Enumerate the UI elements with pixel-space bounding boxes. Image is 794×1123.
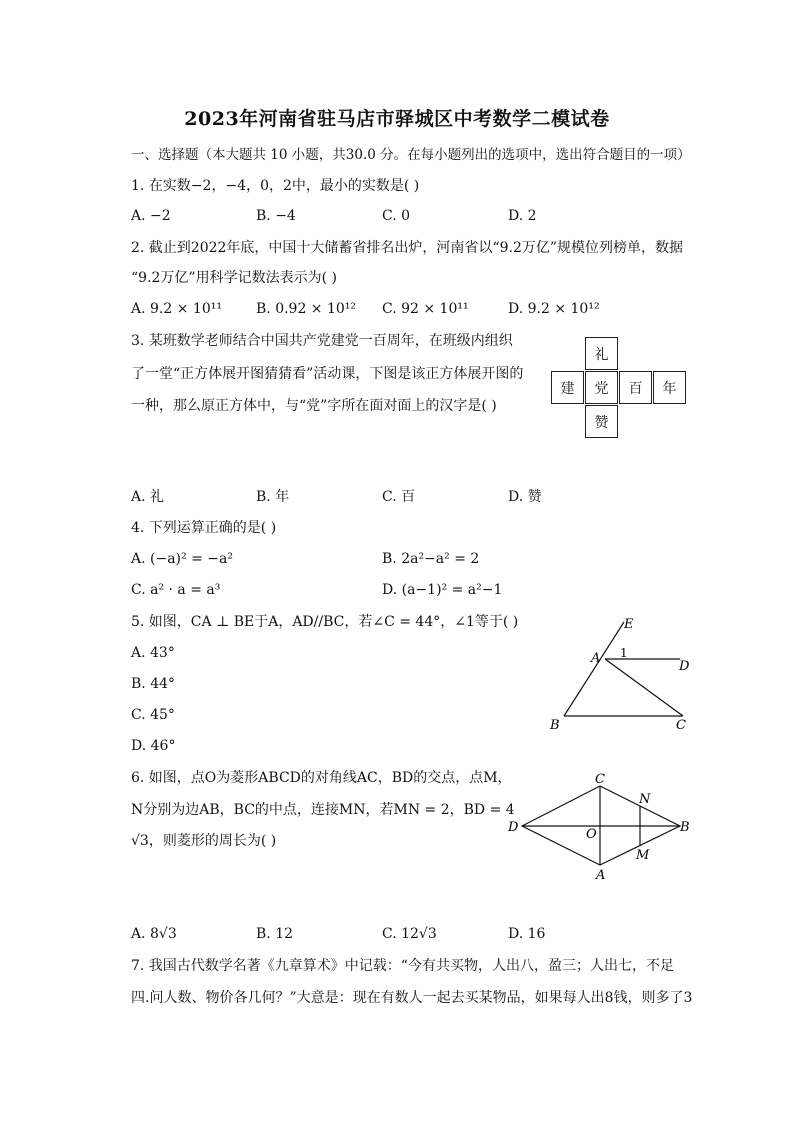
label-a: A xyxy=(596,868,606,883)
label-e: E xyxy=(624,617,634,632)
q6-option-a: A. 8√3 xyxy=(131,926,177,942)
q3-option-c: C. 百 xyxy=(382,489,416,505)
label-m: M xyxy=(636,848,650,863)
q5-option-b: B. 44° xyxy=(131,676,176,692)
question-5-stem: 5. 如图，CA ⊥ BE于A，AD//BC，若∠C = 44°，∠1等于( ) xyxy=(131,614,519,630)
label-c: C xyxy=(595,772,605,787)
q1-option-b: B. −4 xyxy=(256,208,296,224)
question-2-stem-line1: 2. 截止到2022年底，中国十大储蓄省排名出炉，河南省以“9.2万亿”规模位列榜单，数据 xyxy=(131,240,684,256)
net-cell-row-4: 年 xyxy=(653,371,686,404)
label-a: A xyxy=(591,651,601,666)
q1-option-c: C. 0 xyxy=(382,208,411,224)
net-cell-row-1: 建 xyxy=(551,371,584,404)
label-d: D xyxy=(679,659,690,674)
net-cell-row-2: 党 xyxy=(585,371,618,404)
section-heading: 一、选择题（本大题共 10 小题，共30.0 分。在每小题列出的选项中，选出符合题目的一项） xyxy=(131,147,691,163)
q5-option-a: A. 43° xyxy=(131,645,175,661)
q3-option-d: D. 赞 xyxy=(508,489,542,505)
label-angle-1: 1 xyxy=(620,646,628,660)
page-title: 2023年河南省驻马店市驿城区中考数学二模试卷 xyxy=(184,108,610,130)
q2-option-d: D. 9.2 × 10¹² xyxy=(508,301,600,317)
label-n: N xyxy=(639,792,651,807)
q4-option-c: C. a² · a = a³ xyxy=(131,582,221,598)
net-cell-bottom: 赞 xyxy=(585,405,618,438)
net-cell-top: 礼 xyxy=(585,337,618,370)
q5-triangle-figure xyxy=(540,612,700,737)
label-d: D xyxy=(508,820,519,835)
question-3-stem-line2: 了一堂“正方体展开图猜猜看”活动课，下图是该正方体展开图的 xyxy=(131,366,524,382)
q4-option-d: D. (a−1)² = a²−1 xyxy=(382,582,503,598)
label-o: O xyxy=(586,827,597,842)
q4-option-a: A. (−a)² = −a² xyxy=(131,551,233,567)
question-7-stem-line1: 7. 我国古代数学名著《九章算术》中记载：“今有共买物，人出八，盈三；人出七，不足 xyxy=(131,958,674,974)
label-b: B xyxy=(550,718,560,733)
question-1-stem: 1. 在实数−2，−4，0，2中，最小的实数是( ) xyxy=(131,178,420,194)
q4-option-b: B. 2a²−a² = 2 xyxy=(382,551,480,567)
question-7-stem-line2: 四.问人数、物价各几何？”大意是：现在有数人一起去买某物品，如果每人出8钱，则多了3 xyxy=(131,990,693,1006)
q3-option-b: B. 年 xyxy=(256,489,290,505)
q2-option-c: C. 92 × 10¹¹ xyxy=(382,301,469,317)
q5-option-c: C. 45° xyxy=(131,707,175,723)
q1-option-a: A. −2 xyxy=(131,208,171,224)
q2-option-a: A. 9.2 × 10¹¹ xyxy=(131,301,222,317)
question-3-stem-line3: 一种，那么原正方体中，与“党”字所在面对面上的汉字是( ) xyxy=(131,398,497,414)
label-b: B xyxy=(680,820,690,835)
q3-option-a: A. 礼 xyxy=(131,489,165,505)
cube-net-figure xyxy=(551,337,687,440)
net-cell-row-3: 百 xyxy=(619,371,652,404)
label-c: C xyxy=(676,718,686,733)
q6-rhombus-figure xyxy=(500,768,700,883)
q6-option-c: C. 12√3 xyxy=(382,926,437,942)
q6-option-d: D. 16 xyxy=(508,926,546,942)
question-2-stem-line2: “9.2万亿”用科学记数法表示为( ) xyxy=(131,270,337,286)
line-ac xyxy=(605,659,683,716)
question-6-stem-line3: √3，则菱形的周长为( ) xyxy=(131,833,277,849)
question-6-stem-line1: 6. 如图，点O为菱形ABCD的对角线AC，BD的交点，点M， xyxy=(131,770,512,786)
q6-option-b: B. 12 xyxy=(256,926,294,942)
q2-option-b: B. 0.92 × 10¹² xyxy=(256,301,357,317)
question-4-stem: 4. 下列运算正确的是( ) xyxy=(131,520,277,536)
q5-option-d: D. 46° xyxy=(131,738,176,754)
line-be xyxy=(564,622,624,716)
question-3-stem-line1: 3. 某班数学老师结合中国共产党建党一百周年，在班级内组织 xyxy=(131,333,513,349)
question-6-stem-line2: N分别为边AB，BC的中点，连接MN，若MN = 2，BD = 4 xyxy=(131,802,515,818)
q1-option-d: D. 2 xyxy=(508,208,537,224)
